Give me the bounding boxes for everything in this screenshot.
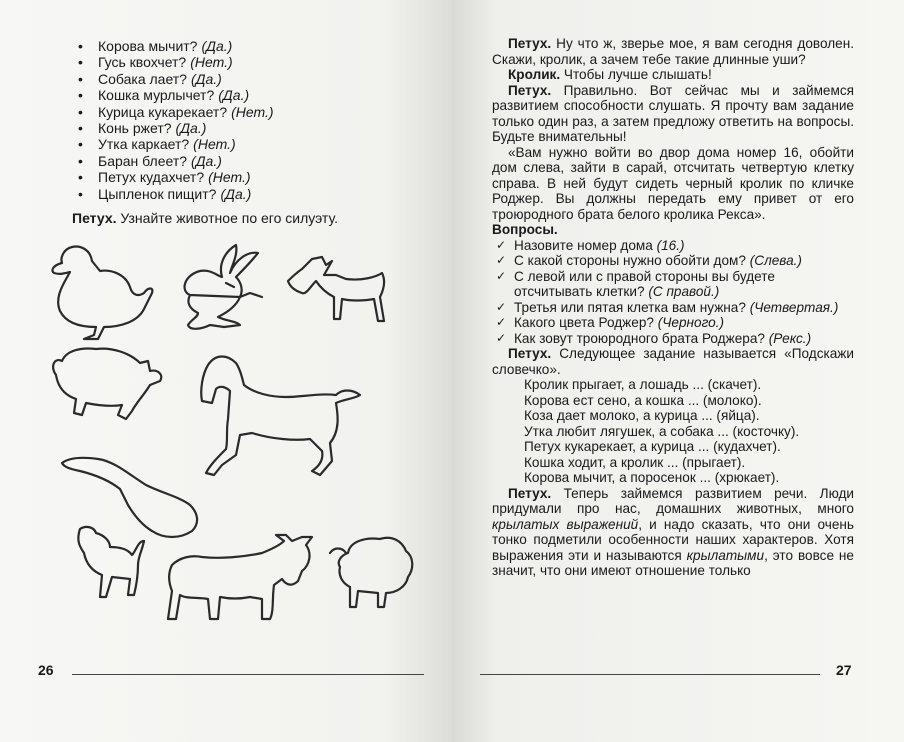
paragraph-text: , и надо сказать, что они очень тонко подметили особенности наших характеров. Хотя выражения эти и называются xyxy=(492,516,855,563)
answer-text: (Слева.) xyxy=(749,253,802,268)
answer-text: (Да.) xyxy=(191,152,222,169)
list-item xyxy=(78,186,274,202)
footer-rule-right xyxy=(480,674,820,675)
page-number-left: 26 xyxy=(38,662,54,678)
answer-text: (С правой.) xyxy=(648,284,720,299)
list-item xyxy=(78,169,274,185)
answer-text: (Нет.) xyxy=(193,136,236,153)
question-text: Третья или пятая клетка вам нужна? xyxy=(514,299,746,315)
paragraph-text: Правильно. Вот сейчас мы и займемся развитием способности слушать. Я прочту вам задание только один раз, а затем предложу ответить на вопросы. Будьте внимательны! xyxy=(492,82,854,144)
duck-silhouette xyxy=(52,247,152,339)
animal-silhouettes-illustration xyxy=(40,235,420,625)
dog-silhouette xyxy=(78,527,144,597)
paragraph-text: Чтобы лучше слышать! xyxy=(560,67,712,82)
answer-text: (Нет.) xyxy=(208,169,251,186)
answer-text: (Да.) xyxy=(201,38,233,54)
answer-text: (Рекс.) xyxy=(768,330,812,346)
question-text: Курица кукарекает? xyxy=(98,103,228,120)
horse-silhouette xyxy=(201,357,360,476)
paragraph xyxy=(492,486,854,579)
italic-phrase: крылатыми xyxy=(686,547,765,563)
list-item xyxy=(78,104,274,120)
task-quote: «Вам нужно войти во двор дома номер 16, обойти дом слева, зайти в сарай, отсчитать четвертую клетку справа. В ней будут сидеть черный кролик по кличке Роджер. Вы должны передать ему привет от его троюродного брата белого кролика Рекса». xyxy=(492,144,854,222)
speaker-label: Петух. xyxy=(508,346,552,361)
question-text: Какого цвета Роджер? xyxy=(514,315,654,330)
list-item xyxy=(78,71,274,87)
speaker-label: Петух. xyxy=(508,82,552,98)
question-text: Корова мычит? xyxy=(98,38,198,54)
paragraph xyxy=(492,83,854,145)
list-item xyxy=(78,38,274,54)
paragraph-text: , это вовсе не значит, что они имеют отношение только xyxy=(492,547,854,578)
question-text: Баран блеет? xyxy=(98,152,188,169)
answer-text: (Нет.) xyxy=(231,103,274,120)
question-text: Гусь квохчет? xyxy=(98,54,187,71)
question-text: Петух кудахчет? xyxy=(98,169,205,186)
question-item xyxy=(492,300,854,316)
answer-text: (Черного.) xyxy=(657,315,724,330)
sentence-line: Утка любит лягушек, а собака ... (косточку). xyxy=(524,423,800,439)
question-item xyxy=(492,331,854,347)
goat-silhouette xyxy=(288,257,384,321)
speaker-label: Кролик. xyxy=(508,67,561,82)
page-number-right: 27 xyxy=(836,662,852,678)
answer-text: (16.) xyxy=(656,237,685,253)
question-text: Утка каркает? xyxy=(98,136,190,153)
yes-no-question-list xyxy=(78,38,274,202)
question-text: Назовите номер дома xyxy=(514,237,653,253)
sentence-line: Корова ест сено, а кошка ... (молоко). xyxy=(524,392,762,408)
sheep-silhouette xyxy=(330,538,412,607)
list-item xyxy=(78,87,274,103)
list-item xyxy=(78,136,274,152)
questions-list xyxy=(492,238,854,347)
questions-heading: Вопросы. xyxy=(492,222,558,237)
pig-silhouette xyxy=(53,349,161,420)
silhouette-instruction xyxy=(72,210,432,226)
italic-phrase: крылатых выражений xyxy=(492,516,639,532)
question-text: Цыпленок пищит? xyxy=(98,185,217,202)
sentence-line: Кролик прыгает, а лошадь ... (скачет). xyxy=(524,377,762,392)
answer-text: (Нет.) xyxy=(190,54,233,71)
sentence-line: Петух кукарекает, а курица ... (кудахчет). xyxy=(524,439,781,454)
question-text: Кошка мурлычет? xyxy=(98,87,215,104)
question-text: С какой стороны нужно обойти дом? xyxy=(514,253,746,268)
question-text: Конь ржет? xyxy=(98,120,172,137)
paragraph xyxy=(492,346,854,377)
question-item xyxy=(492,253,854,269)
paragraph-text: Теперь займемся развитием речи. Люди придумали про нас, домашних животных, много xyxy=(492,485,854,516)
list-item xyxy=(78,54,274,70)
instruction-text: Узнайте животное по его силуэту. xyxy=(116,210,338,226)
goose-silhouette xyxy=(62,458,197,537)
speaker-label: Петух. xyxy=(72,210,117,226)
paragraph-text: Следующее задание называется «Подскажи словечко». xyxy=(492,346,854,377)
cow-silhouette xyxy=(168,535,312,619)
question-text: С левой или с правой стороны вы будете отсчитывать клетки? xyxy=(514,268,775,299)
question-item xyxy=(492,315,854,331)
paragraph-text: Ну что ж, зверье мое, я вам сегодня доволен. Скажи, кролик, а зачем тебе такие длинные уши? xyxy=(492,36,854,67)
paragraph xyxy=(492,67,854,83)
question-item xyxy=(492,269,854,300)
sentence-line: Коза дает молоко, а курица ... (яйца). xyxy=(524,408,760,423)
rabbit-silhouette xyxy=(185,245,262,329)
answer-text: (Да.) xyxy=(220,185,252,202)
speaker-label: Петух. xyxy=(508,485,552,501)
answer-text: (Четвертая.) xyxy=(749,299,839,315)
question-item xyxy=(492,238,854,254)
paragraph xyxy=(492,36,854,67)
list-item xyxy=(78,120,274,136)
right-page-text xyxy=(492,36,854,579)
speaker-label: Петух. xyxy=(508,36,552,51)
answer-text: (Да.) xyxy=(218,87,250,104)
footer-rule-left xyxy=(72,674,424,675)
question-text: Как зовут троюродного брата Роджера? xyxy=(514,330,765,346)
answer-text: (Да.) xyxy=(175,120,207,137)
sentence-line: Кошка ходит, а кролик ... (прыгает). xyxy=(524,454,746,470)
list-item xyxy=(78,153,274,169)
sentence-line: Корова мычит, а поросенок ... (хрюкает). xyxy=(524,470,780,485)
question-text: Собака лает? xyxy=(98,70,187,87)
answer-text: (Да.) xyxy=(190,70,222,87)
